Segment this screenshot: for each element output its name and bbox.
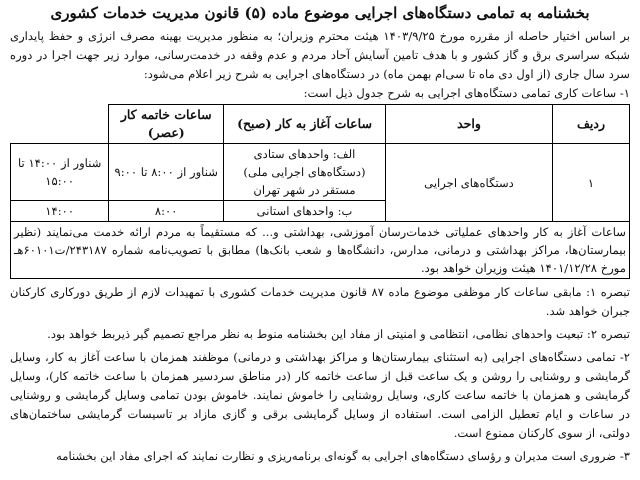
row-category: دستگاه‌های اجرایی <box>386 144 553 222</box>
sub-b-start: ۸:۰۰ <box>109 201 224 222</box>
sub-b-unit: ب: واحدهای استانی <box>224 201 386 222</box>
table-header-row <box>11 105 630 144</box>
sub-b-end: ۱۴:۰۰ <box>11 201 109 222</box>
item-2-paragraph: ۲- تمامی دستگاه‌های اجرایی (به استثنای بیمارستان‌ها و مراکز بهداشتی و درمانی) موظفند همزمان با ساعت آغاز به کار، وسایل گرمایشی و روشنایی را روشن و یک ساعت قبل از ساعت خاتمه کار (در مناطق سردسیر همزمان با ساعت خاتمه کار)، وسایل گرمایشی و همزمان با خاتمه ساعت کاری، وسایل روشنایی را خاموش نمایند. خاموش بودن تمامی وسایل گرمایشی و روشنایی در ساعات و ایام تعطیل الزامی است. استفاده از وسایل گرمایشی برقی و گازی مازاد بر تاسیسات گرمایشی ساختمان‌های دولتی، از سوی کارکنان ممنوع است. <box>10 350 630 440</box>
schedule-table <box>10 104 630 279</box>
item1-heading: ۱- ساعات کاری تمامی دستگاه‌های اجرایی به شرح جدول ذیل است: <box>303 86 630 100</box>
note-2: تبصره ۲: تبعیت واحدهای نظامی، انتظامی و امنیتی از مفاد این بخشنامه منوط به نظر مراجع تصمیم گیر ذیربط خواهد بود. <box>47 327 630 341</box>
table-note: ساعات آغاز به کار واحدهای عملیاتی خدمات‌رسان آموزشی، بهداشتی و... که مستقیماً به مردم ارائه خدمت می‌نمایند (نظیر بیمارستان‌ها، مراکز بهداشتی و درمانی، مدارس، دانشگاه‌ها و شعب بانک‌ها) مطابق با تصویب‌نامه شماره ۲۴۳۱۸۷/ت۶۰۱۰۱هـ مورخ ۱۴۰۱/۱۲/۲۸ هیئت وزیران خواهد بود. <box>11 222 630 279</box>
document-title: بخشنامه به تمامی دستگاه‌های اجرایی موضوع ماده (۵) قانون مدیریت خدمات کشوری <box>50 4 590 22</box>
header-unit: واحد <box>386 105 553 144</box>
sub-a-start: شناور از ۸:۰۰ تا ۹:۰۰ <box>109 144 224 201</box>
row-number: ۱ <box>553 144 630 222</box>
table-note-row <box>11 222 630 279</box>
item-3-paragraph: ۳- ضروری است مدیران و رؤسای دستگاه‌های اجرایی به گونه‌ای برنامه‌ریزی و نظارت نمایند که اجرای مفاد این بخشنامه <box>56 449 630 463</box>
header-start-time: ساعات آغاز به کار (صبح) <box>224 105 386 144</box>
header-end-time: ساعات خاتمه کار (عصر) <box>109 105 224 144</box>
table-row <box>11 144 630 201</box>
header-radif: ردیف <box>553 105 630 144</box>
sub-a-unit: الف: واحدهای ستادی (دستگاه‌های اجرایی ملی) مستقر در شهر تهران <box>224 144 386 201</box>
note-1: تبصره ۱: مابقی ساعات کار موظفی موضوع ماده ۸۷ قانون مدیریت خدمات کشوری با تمهیدات لازم از طریق دورکاری کارکنان جبران خواهد شد. <box>10 285 630 318</box>
sub-a-end: شناور از ۱۴:۰۰ تا ۱۵:۰۰ <box>11 144 109 201</box>
intro-paragraph: بر اساس اختیار حاصله از مقرره مورخ ۱۴۰۳/۹/۲۵ هیئت محترم وزیران؛ به منظور مدیریت بهینه مصرف انرژی و حفظ پایداری شبکه سراسری برق و گاز کشور و با هدف تامین آسایش آحاد مردم و عدم وقفه در خدمت‌رسانی، موارد زیر جهت اجرا در دوره سرد سال جاری (از اول دی ماه تا سی‌ام بهمن ماه) در دستگاه‌های اجرایی به شرح زیر اعلام می‌شود: <box>10 29 631 81</box>
